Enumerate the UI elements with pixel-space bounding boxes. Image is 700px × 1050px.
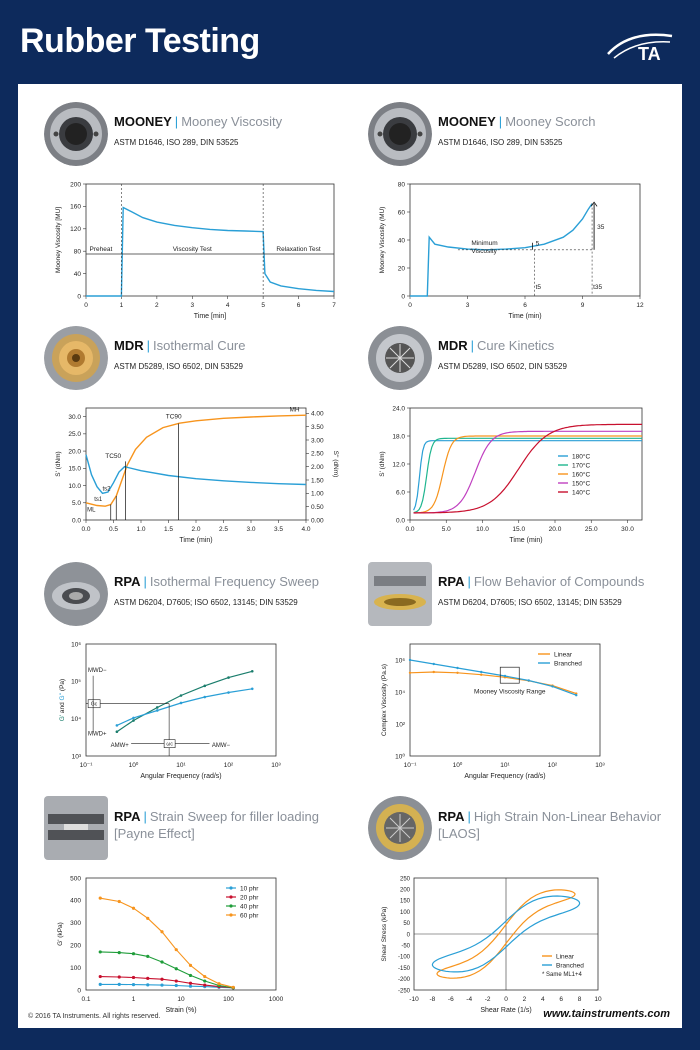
data-point bbox=[132, 952, 135, 955]
y-tick-label: 10² bbox=[395, 721, 405, 729]
x-tick-label: 10⁻¹ bbox=[79, 762, 93, 769]
section-heading: RPA | Strain Sweep for filler loading [Payne Effect] bbox=[114, 809, 319, 841]
x-tick-label: 9 bbox=[580, 302, 585, 309]
x-tick-label: 30.0 bbox=[621, 526, 634, 533]
y-tick-label: 10⁴ bbox=[70, 715, 81, 723]
y-tick-label: 0 bbox=[77, 987, 81, 995]
y2-tick-label: 4.00 bbox=[311, 410, 324, 418]
data-point bbox=[180, 702, 183, 705]
mooney-die-photo bbox=[368, 102, 432, 166]
y-tick-label: 20.0 bbox=[68, 448, 81, 456]
series-line-2 bbox=[414, 436, 642, 513]
data-point bbox=[118, 900, 121, 903]
x-tick-label: 10.0 bbox=[476, 526, 489, 533]
series-line-3 bbox=[100, 898, 233, 987]
legend-label: 60 phr bbox=[240, 912, 259, 920]
y-tick-label: 500 bbox=[70, 875, 81, 883]
y-tick-label: 60 bbox=[397, 209, 405, 217]
header bbox=[0, 0, 700, 80]
page-title: Rubber Testing bbox=[20, 22, 260, 60]
x-tick-label: 10⁻¹ bbox=[403, 762, 417, 769]
standard-text: ASTM D5289, ISO 6502, DIN 53529 bbox=[438, 362, 567, 371]
y-tick-label: 50 bbox=[403, 921, 410, 928]
series-line bbox=[410, 204, 592, 296]
section-heading: RPA | Flow Behavior of Compounds bbox=[438, 574, 645, 589]
y-tick-label: 12.0 bbox=[392, 461, 405, 469]
y-tick-label: 40 bbox=[397, 237, 405, 245]
x-tick-label: -2 bbox=[484, 996, 491, 1003]
chart-laos bbox=[368, 874, 668, 1024]
y-tick-label: 0 bbox=[406, 932, 410, 939]
x-tick-label: 4 bbox=[540, 996, 545, 1003]
annotation-viscosity-test: Viscosity Test bbox=[172, 246, 212, 253]
data-point bbox=[99, 983, 102, 986]
data-point bbox=[160, 960, 163, 963]
y-tick-label: 10⁴ bbox=[394, 689, 405, 697]
y-tick-label: 10⁶ bbox=[395, 657, 405, 665]
annotation-wc: ωc bbox=[166, 741, 173, 748]
annotation-tc90: TC90 bbox=[165, 413, 182, 421]
data-point bbox=[175, 984, 178, 987]
standard-text: ASTM D5289, ISO 6502, DIN 53529 bbox=[114, 362, 243, 371]
x-tick-label: 10 bbox=[177, 996, 185, 1003]
data-point bbox=[99, 975, 102, 978]
data-point bbox=[160, 978, 163, 981]
x-tick-label: 4.0 bbox=[301, 526, 311, 533]
data-point bbox=[118, 951, 121, 954]
y2-axis-label: S'' (dNm) bbox=[332, 450, 339, 478]
y-tick-label: 6.0 bbox=[395, 489, 405, 497]
y-tick-label: 0.0 bbox=[395, 517, 405, 525]
standard-text: ASTM D1646, ISO 289, DIN 53525 bbox=[438, 138, 563, 147]
legend-label: Branched bbox=[556, 962, 584, 970]
y-tick-label: 10³ bbox=[71, 753, 81, 761]
rpa-die-photo bbox=[44, 796, 108, 860]
data-point bbox=[575, 694, 577, 696]
series-line-3 bbox=[414, 431, 642, 513]
y-tick-label: 10⁵ bbox=[71, 678, 81, 686]
x-tick-label: 1.5 bbox=[163, 526, 174, 533]
y-tick-label: 18.0 bbox=[392, 433, 405, 441]
data-point bbox=[156, 706, 159, 709]
data-point bbox=[251, 688, 254, 691]
annotation-t5: t5 bbox=[535, 284, 542, 291]
section-heading: RPA | Isothermal Frequency Sweep bbox=[114, 574, 319, 589]
annotation-amw-plus: AMW+ bbox=[110, 742, 129, 749]
standard-text: ASTM D6204, D7605; ISO 6502, 13145; DIN 53529 bbox=[438, 598, 622, 607]
x-axis-label: Shear Rate (1/s) bbox=[480, 1007, 532, 1014]
legend-marker bbox=[229, 886, 232, 889]
x-axis-label: Time [min] bbox=[193, 313, 227, 320]
data-point bbox=[189, 974, 192, 977]
data-point bbox=[480, 671, 482, 673]
legend-label: 10 phr bbox=[240, 885, 259, 893]
data-point bbox=[189, 982, 192, 985]
x-tick-label: 0 bbox=[504, 996, 508, 1003]
y-tick-label: 400 bbox=[70, 897, 81, 905]
data-point bbox=[146, 983, 149, 986]
y-axis-label: S' (dNm) bbox=[379, 451, 386, 477]
chart-cure-kinetics bbox=[368, 404, 668, 554]
data-point bbox=[203, 975, 206, 978]
data-point bbox=[175, 979, 178, 982]
x-tick-label: 0 bbox=[84, 302, 88, 309]
data-point bbox=[504, 675, 506, 677]
x-tick-label: 5 bbox=[261, 302, 265, 309]
legend-label: 20 phr bbox=[240, 894, 259, 902]
chart-mooney-viscosity bbox=[44, 180, 344, 330]
y2-tick-label: 1.50 bbox=[311, 477, 324, 485]
x-tick-label: 2.0 bbox=[191, 526, 201, 533]
data-point bbox=[146, 955, 149, 958]
data-point bbox=[99, 950, 102, 953]
data-point bbox=[203, 685, 206, 688]
x-tick-label: 7 bbox=[332, 302, 336, 309]
chart-flow-behavior bbox=[368, 640, 668, 790]
x-axis-label: Angular Frequency (rad/s) bbox=[464, 773, 546, 780]
y-tick-label: 150 bbox=[399, 898, 410, 905]
legend-label: Linear bbox=[554, 651, 573, 659]
x-tick-label: 20.0 bbox=[548, 526, 562, 533]
annotation-minimum: Minimum bbox=[471, 239, 498, 247]
y2-tick-label: 3.00 bbox=[311, 437, 324, 445]
annotation-viscosity: Viscosity bbox=[471, 247, 497, 255]
x-tick-label: 6 bbox=[523, 302, 527, 309]
data-point bbox=[227, 691, 230, 694]
section-mooney-viscosity bbox=[44, 102, 344, 332]
y-axis-label: Shear Stress (kPa) bbox=[381, 906, 388, 962]
x-tick-label: 0.5 bbox=[108, 526, 119, 533]
mooney-die-photo bbox=[44, 102, 108, 166]
y-tick-label: -200 bbox=[397, 977, 410, 984]
series-line-1 bbox=[414, 438, 642, 512]
x-tick-label: 3.5 bbox=[273, 526, 284, 533]
y-tick-label: 5.0 bbox=[71, 500, 81, 508]
content-panel bbox=[18, 84, 682, 1028]
legend-label: Linear bbox=[556, 953, 575, 961]
annotation-mwd-minus: MWD− bbox=[88, 668, 107, 674]
x-tick-label: 1.0 bbox=[136, 526, 146, 533]
data-point bbox=[132, 719, 135, 722]
section-laos bbox=[368, 796, 668, 1026]
chart-isothermal-cure bbox=[44, 404, 344, 554]
chart-frequency-sweep bbox=[44, 640, 344, 790]
rpa-die-photo bbox=[368, 562, 432, 626]
x-tick-label: 8 bbox=[577, 996, 582, 1003]
annotation-tc50: TC50 bbox=[105, 452, 122, 460]
y2-tick-label: 1.00 bbox=[311, 490, 324, 498]
data-point bbox=[203, 696, 206, 699]
data-point bbox=[409, 659, 411, 661]
y-tick-label: 80 bbox=[397, 181, 405, 189]
y2-tick-label: 2.00 bbox=[311, 463, 324, 471]
data-point bbox=[116, 730, 119, 733]
data-point bbox=[189, 964, 192, 967]
data-point bbox=[160, 930, 163, 933]
x-tick-label: 3.0 bbox=[246, 526, 256, 533]
annotation-35: 35 bbox=[597, 223, 605, 231]
x-tick-label: 10³ bbox=[595, 762, 605, 769]
x-axis-label: Strain (%) bbox=[165, 1007, 197, 1014]
annotation-gc: Gc bbox=[90, 701, 98, 708]
y-tick-label: 300 bbox=[70, 920, 81, 928]
data-point bbox=[217, 982, 220, 985]
legend-label: 140°C bbox=[572, 489, 591, 497]
rpa-die-photo bbox=[44, 562, 108, 626]
data-point bbox=[251, 670, 254, 673]
data-point bbox=[146, 917, 149, 920]
x-tick-label: 2 bbox=[522, 996, 527, 1003]
data-point bbox=[99, 897, 102, 900]
annotation-mooney-range: Mooney Viscosity Range bbox=[474, 688, 546, 696]
annotation-note: * Same ML1+4 bbox=[542, 972, 582, 978]
logo-text: TA bbox=[638, 44, 661, 64]
y-axis-label: Mooney Viscosity (MU) bbox=[379, 206, 386, 274]
standard-text: ASTM D6204, D7605; ISO 6502, 13145; DIN 53529 bbox=[114, 598, 298, 607]
chart-strain-sweep bbox=[44, 874, 344, 1024]
x-tick-label: 0.0 bbox=[405, 526, 415, 533]
legend-label: 150°C bbox=[572, 480, 591, 488]
x-tick-label: 1000 bbox=[268, 996, 284, 1003]
section-strain-sweep bbox=[44, 796, 344, 1026]
y2-tick-label: 0.00 bbox=[311, 517, 324, 525]
data-point bbox=[175, 948, 178, 951]
y-tick-label: 24.0 bbox=[392, 405, 405, 413]
y-tick-label: 10⁰ bbox=[395, 753, 405, 761]
data-point bbox=[409, 672, 411, 674]
data-point bbox=[132, 983, 135, 986]
y-axis-label: G' and G'' (Pa) bbox=[59, 678, 66, 722]
y-tick-label: 20 bbox=[397, 265, 405, 273]
y-tick-label: 100 bbox=[399, 909, 410, 916]
data-point bbox=[232, 986, 235, 989]
data-point bbox=[551, 685, 553, 687]
y-tick-label: 10.0 bbox=[68, 482, 81, 490]
section-flow-behavior bbox=[368, 562, 668, 792]
data-point bbox=[132, 717, 135, 720]
x-tick-label: 2.5 bbox=[218, 526, 229, 533]
series-line-1 bbox=[100, 977, 233, 988]
x-tick-label: 100 bbox=[223, 996, 234, 1003]
x-tick-label: 2 bbox=[155, 302, 159, 309]
x-tick-label: 4 bbox=[225, 302, 230, 309]
data-point bbox=[528, 679, 530, 681]
data-point bbox=[189, 985, 192, 988]
section-heading: MDR | Cure Kinetics bbox=[438, 338, 555, 353]
x-tick-label: 15.0 bbox=[512, 526, 526, 533]
x-axis-label: Time (min) bbox=[508, 313, 542, 320]
data-point bbox=[175, 967, 178, 970]
legend-marker bbox=[229, 904, 232, 907]
series-line-0 bbox=[414, 441, 642, 511]
y-tick-label: 80 bbox=[73, 248, 81, 256]
x-axis-label: Time (min) bbox=[179, 537, 213, 544]
annotation-ts2: ts2 bbox=[102, 486, 111, 493]
x-tick-label: 10² bbox=[223, 762, 234, 769]
x-tick-label: 10 bbox=[594, 996, 602, 1003]
y-axis-label: G' (kPa) bbox=[57, 922, 64, 946]
legend-label: 40 phr bbox=[240, 903, 259, 911]
x-tick-label: 10² bbox=[547, 762, 558, 769]
section-heading: RPA | High Strain Non-Linear Behavior [LAOS] bbox=[438, 809, 662, 841]
x-tick-label: 6 bbox=[559, 996, 564, 1003]
data-point bbox=[227, 676, 230, 679]
data-point bbox=[160, 983, 163, 986]
plot-frame bbox=[410, 184, 640, 296]
y-tick-label: 120 bbox=[70, 226, 81, 234]
y-tick-label: 40 bbox=[73, 270, 81, 278]
section-frequency-sweep bbox=[44, 562, 344, 792]
annotation-relaxation-test: Relaxation Test bbox=[276, 246, 321, 253]
legend-label: 160°C bbox=[572, 471, 591, 479]
x-tick-label: 0 bbox=[408, 302, 412, 309]
y-tick-label: 30.0 bbox=[68, 413, 81, 421]
standard-text: ASTM D1646, ISO 289, DIN 53525 bbox=[114, 138, 239, 147]
x-axis-label: Angular Frequency (rad/s) bbox=[140, 773, 222, 780]
annotation-mh: MH bbox=[289, 406, 300, 414]
x-tick-label: 5.0 bbox=[441, 526, 451, 533]
x-tick-label: 3 bbox=[465, 302, 470, 309]
legend-marker bbox=[229, 913, 232, 916]
section-heading: MOONEY | Mooney Scorch bbox=[438, 114, 596, 129]
y2-tick-label: 0.50 bbox=[311, 503, 324, 511]
rpa-die-photo bbox=[368, 796, 432, 860]
x-tick-label: 12 bbox=[636, 302, 644, 309]
data-point bbox=[480, 674, 482, 676]
legend-label: Branched bbox=[554, 660, 582, 668]
section-mooney-scorch bbox=[368, 102, 668, 332]
data-point bbox=[456, 667, 458, 669]
annotation-5: 5 bbox=[535, 240, 540, 248]
data-point bbox=[132, 907, 135, 910]
data-point bbox=[203, 983, 206, 986]
legend-marker bbox=[229, 895, 232, 898]
x-tick-label: -8 bbox=[429, 996, 436, 1003]
data-point bbox=[433, 671, 435, 673]
x-axis-label: Time (min) bbox=[509, 537, 543, 544]
series-line-elastic bbox=[86, 415, 306, 506]
x-tick-label: 1 bbox=[131, 996, 136, 1003]
x-tick-label: 6 bbox=[296, 302, 301, 309]
y-tick-label: 10⁶ bbox=[71, 641, 81, 649]
series-line-4 bbox=[414, 424, 642, 513]
y-axis-label: S' (dNm) bbox=[55, 451, 62, 477]
annotation-ts1: ts1 bbox=[94, 497, 103, 504]
data-point bbox=[203, 979, 206, 982]
annotation-amw-minus: AMW− bbox=[211, 742, 231, 749]
section-heading: MDR | Isothermal Cure bbox=[114, 338, 246, 353]
y-tick-label: 0 bbox=[77, 293, 81, 301]
y-tick-label: -100 bbox=[397, 954, 410, 961]
plot-frame bbox=[86, 408, 306, 520]
y-axis-label: Complex Viscosity (Pa.s) bbox=[381, 663, 388, 737]
y-tick-label: 25.0 bbox=[68, 431, 81, 439]
series-line-2 bbox=[100, 952, 233, 988]
annotation-preheat: Preheat bbox=[89, 246, 113, 253]
x-tick-label: 1 bbox=[119, 302, 124, 309]
ta-logo-icon bbox=[600, 28, 680, 66]
chart-mooney-scorch bbox=[368, 180, 668, 330]
x-tick-label: 0.1 bbox=[81, 996, 91, 1003]
x-tick-label: 25.0 bbox=[584, 526, 598, 533]
section-cure-kinetics bbox=[368, 326, 668, 556]
y-tick-label: 160 bbox=[70, 203, 81, 211]
annotation-mwd-plus: MWD+ bbox=[88, 731, 107, 738]
data-point bbox=[118, 975, 121, 978]
section-isothermal-cure bbox=[44, 326, 344, 556]
y-tick-label: 250 bbox=[399, 876, 410, 883]
data-point bbox=[180, 694, 183, 697]
y-tick-label: 200 bbox=[399, 887, 410, 894]
y-tick-label: 0.0 bbox=[71, 517, 81, 525]
data-point bbox=[118, 983, 121, 986]
y-tick-label: 100 bbox=[70, 964, 81, 972]
legend-label: 180°C bbox=[572, 453, 591, 461]
section-heading: MOONEY | Mooney Viscosity bbox=[114, 114, 283, 129]
annotation-ml: ML bbox=[87, 507, 96, 514]
data-point bbox=[156, 709, 159, 712]
x-tick-label: 10³ bbox=[271, 762, 281, 769]
y-tick-label: -250 bbox=[397, 988, 410, 995]
y-tick-label: 0 bbox=[401, 293, 405, 301]
legend-label: 170°C bbox=[572, 462, 591, 470]
annotation-t35: t35 bbox=[593, 284, 603, 291]
copyright-text: © 2016 TA Instruments. All rights reserved. bbox=[28, 1013, 161, 1020]
y-axis-label: Mooney Viscosity [MU] bbox=[55, 207, 62, 273]
y-tick-label: -50 bbox=[401, 943, 410, 950]
x-tick-label: -10 bbox=[409, 996, 419, 1003]
mdr-die-photo bbox=[44, 326, 108, 390]
mdr-die-photo bbox=[368, 326, 432, 390]
x-tick-label: -4 bbox=[466, 996, 473, 1003]
x-tick-label: 10⁰ bbox=[452, 762, 463, 769]
x-tick-label: 0.0 bbox=[81, 526, 91, 533]
y-tick-label: 200 bbox=[70, 181, 81, 189]
y2-tick-label: 3.50 bbox=[311, 423, 324, 431]
y-tick-label: 15.0 bbox=[68, 465, 81, 473]
x-tick-label: 10¹ bbox=[500, 762, 510, 769]
data-point bbox=[146, 977, 149, 980]
x-tick-label: 3 bbox=[190, 302, 195, 309]
website-link[interactable]: www.tainstruments.com bbox=[543, 1008, 670, 1020]
x-tick-label: 10⁰ bbox=[128, 762, 139, 769]
data-point bbox=[132, 976, 135, 979]
data-point bbox=[456, 672, 458, 674]
y2-tick-label: 2.50 bbox=[311, 450, 324, 458]
y-tick-label: -150 bbox=[397, 965, 410, 972]
x-tick-label: -6 bbox=[447, 996, 454, 1003]
y-tick-label: 200 bbox=[70, 942, 81, 950]
data-point bbox=[433, 663, 435, 665]
plot-frame bbox=[86, 644, 276, 756]
data-point bbox=[116, 724, 119, 727]
x-tick-label: 10¹ bbox=[176, 762, 186, 769]
